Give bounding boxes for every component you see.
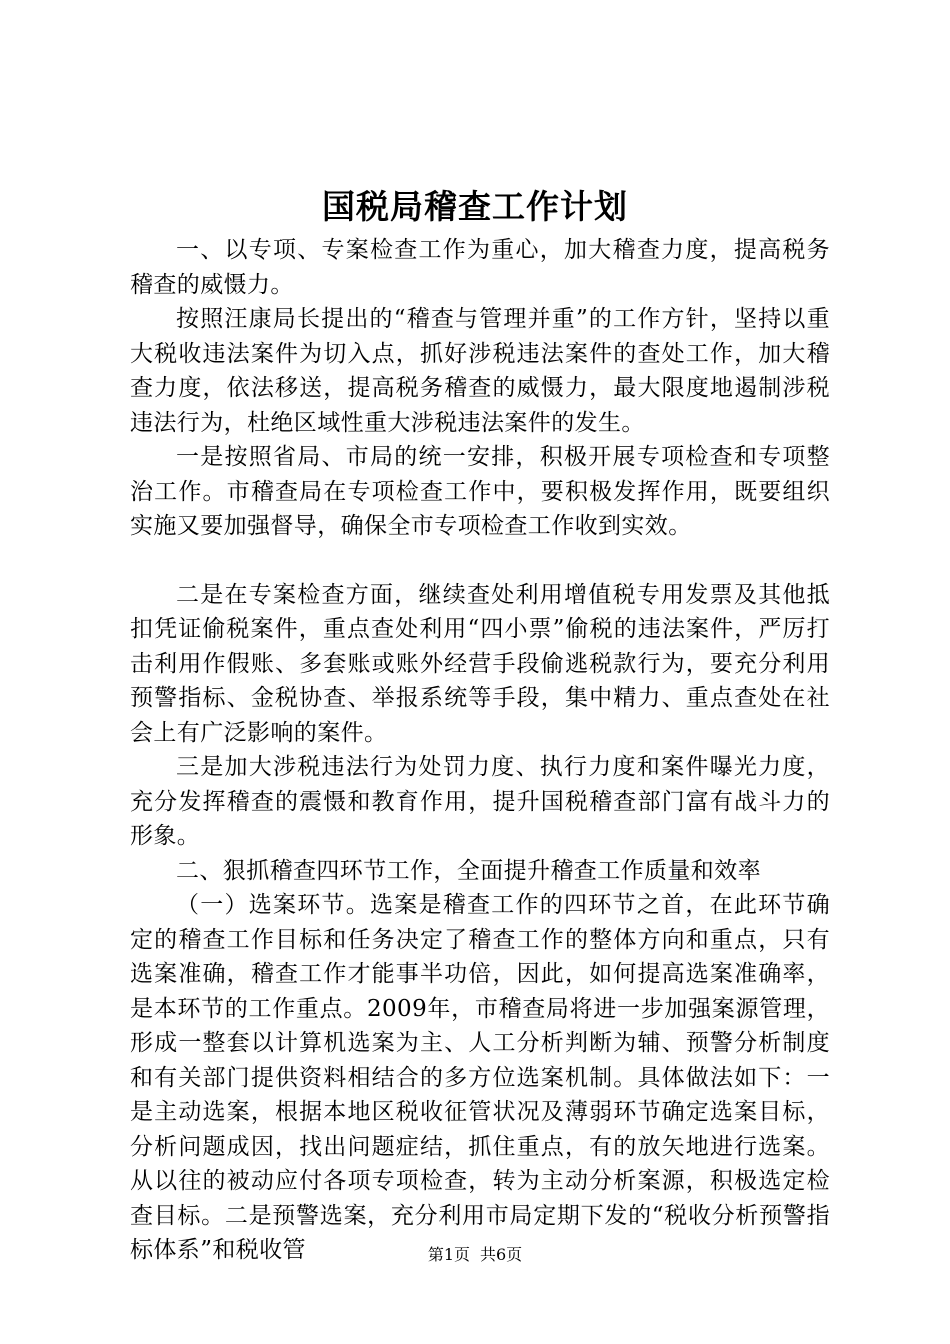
- page-footer: [0, 1243, 950, 1267]
- page-number: 第1页: [427, 1245, 470, 1264]
- page-total: 共6页: [480, 1245, 523, 1264]
- paragraph-point-two: 二是在专案检查方面，继续查处利用增值税专用发票及其他抵扣凭证偷税案件，重点查处利用“四小票”偷税的违法案件，严厉打击利用作假账、多套账或账外经营手段偷逃税款行为，要充分利用预警指标、金税协查、举报系统等手段，集中精力、重点查处在社会上有广泛影响的案件。: [130, 581, 830, 746]
- paragraph-section-two-heading: 二、狠抓稽查四环节工作，全面提升稽查工作质量和效率: [176, 857, 761, 884]
- paragraph-section-one-heading: 一、以专项、专案检查工作为重心，加大稽查力度，提高税务稽查的威慑力。: [130, 237, 830, 298]
- document-body: [130, 233, 830, 1268]
- paragraph-policy: 按照汪康局长提出的“稽查与管理并重”的工作方针，坚持以重大税收违法案件为切入点，抓好涉税违法案件的查处工作，加大稽查力度，依法移送，提高税务稽查的威慑力，最大限度地遏制涉税违法行为，杜绝区域性重大涉税违法案件的发生。: [130, 306, 830, 436]
- paragraph-point-one: 一是按照省局、市局的统一安排，积极开展专项检查和专项整治工作。市稽查局在专项检查工作中，要积极发挥作用，既要组织实施又要加强督导，确保全市专项检查工作收到实效。: [130, 444, 830, 539]
- paragraph-case-selection: （一）选案环节。选案是稽查工作的四环节之首，在此环节确定的稽查工作目标和任务决定了稽查工作的整体方向和重点，只有选案准确，稽查工作才能事半功倍，因此，如何提高选案准确率，是本环节的工作重点。2009年，市稽查局将进一步加强案源管理，形成一整套以计算机选案为主、人工分析判断为辅、预警分析制度和有关部门提供资料相结合的多方位选案机制。具体做法如下：一是主动选案，根据本地区税收征管状况及薄弱环节确定选案目标，分析问题成因，找出问题症结，抓住重点，有的放矢地进行选案。从以往的被动应付各项专项检查，转为主动分析案源，积极选定检查目标。二是预警选案，充分利用市局定期下发的“税收分析预警指标体系”和税收管: [130, 892, 830, 1263]
- paragraph-point-three: 三是加大涉税违法行为处罚力度、执行力度和案件曝光力度，充分发挥稽查的震慑和教育作用，提升国税稽查部门富有战斗力的形象。: [130, 754, 830, 849]
- document-title: 国税局稽查工作计划: [322, 187, 628, 226]
